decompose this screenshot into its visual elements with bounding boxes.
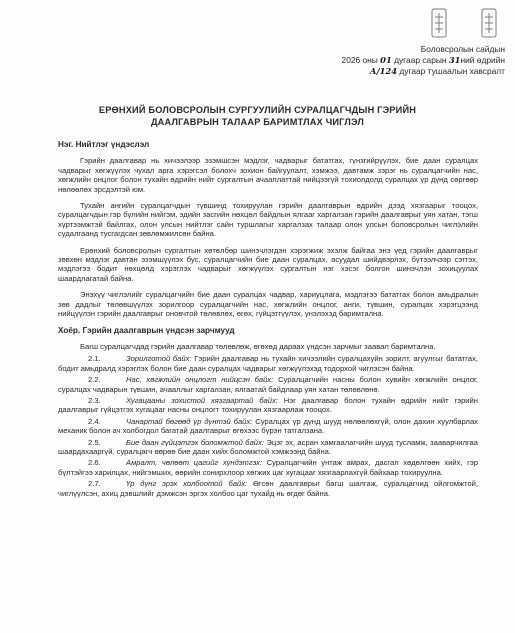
header-year-text: 2026 оны	[341, 55, 378, 65]
title-line-2: ДААЛГАВРЫН ТАЛААР БАРИМТЛАХ ЧИГЛЭЛ	[150, 117, 365, 127]
principle-item: 2.4. Чанартай бөгөөд үр дүнтэй байх: Суралцах үр дүнд шууд нөлөөлөхгүй, олон дахин хуулбарлах механик болон ач холбогдол багатай даалгаврыг өгөхээс бүрэн татгалзана.	[58, 416, 478, 436]
principle-item: 2.6. Амралт, чөлөөт цагийг хүндэтгэх: Суралцагчийн унтаж амрах, дасгал хөдөлгөөн хийх, гэр бүлтэйгээ харилцах, нийгэмших, өөрийн сонирхлоор хөгжих цаг хугацааг хязгаарлахгүй байхаар тохируулна.	[58, 458, 478, 477]
principle-item: 2.7. Үр дүнг эрэх холбоотой байх: Өгсөн даалгаврыг багш шалгаж, суралцагчид ойлгомжтой, чиглүүлсэн, ахиц дэвшлийг дэмжсэн эргэх холбоо цаг тухайд нь өгдөг байна.	[58, 479, 478, 498]
section-1-paragraph-2: Тухайн ангийн суралцагчдын түвшинд тохируулан гэрийн даалгаврын өдрийн дээд хязгаарыг тооцох, суралцагчдын гэр бүлийн нийгэм, эдийн засгийн нөхцөл байдлын ялгааг харгалзан гэрийн даалгаврыг уян хатан, тэгш хүртээмжтэй байлгах, олон улсын нийтлэг сайн туршлагыг харгалзах талаар олон улсын боловсролын чиглэлийн судалгаанд тусгагдсан зөвлөмжилсөн байна.	[58, 201, 478, 239]
principle-item: 2.2. Нас, хөгжлийн онцлогт нийцсэн байх: Суралцагчийн насны болон хувийн хөгжлийн онцлог, суралцах чадварын түвшин, ачааллыг харгалзан, ялгаатай байдлаар уян хатан төлөвлөнө.	[58, 375, 478, 394]
section-1-paragraph-4: Энэхүү чиглэлийг суралцагчийн бие даан суралцах чадвар, хариуцлага, мэдлэгээ бататгах болон амьдралын зөв дадлыг төлөвшүүлэх зорилгоор суралцагчийн нас, хөгжлийн онцлог, анги, түвшин, суралцах хэрэгцээнд нийцүүлэн гэрийн даалгаврыг оновчтой төлөвлөх, өгөх, гүйцэтгүүлэх, үнэлэхэд баримтална.	[58, 290, 478, 319]
section-2-heading: Хоёр. Гэрийн даалгаврын үндсэн зарчмууд	[58, 325, 235, 335]
principle-item: 2.3. Хугацааны зохистой хязгаартай байх: Нэг даалгавар болон тухайн өдрийн нийт гэрийн даалгаврыг гүйцэтгэх хугацааг насны онцлогт тохируулан хязгаарлаж тооцох.	[58, 395, 478, 415]
handwritten-month: 01	[380, 55, 392, 65]
principle-item: 2.5. Бие даан гүйцэтгэх боломжтой байх: Эцэг эх, асран хамгаалагчийн шууд тусламж, зааварчилгаа шаардахааргүй, суралцагч өөрөө бие даан хийх боломжтой хэмжээнд байна.	[58, 437, 478, 456]
header-minister-line: Боловсролын сайдын	[420, 44, 505, 54]
handwritten-order-number: А/124	[369, 66, 398, 76]
header-day-text: ний өдрийн	[460, 55, 505, 65]
header-date-line	[300, 55, 505, 66]
section-1-paragraph-1: Гэрийн даалгавар нь хичээлээр эзэмшсэн мэдлэг, чадварыг бататгах, гүнзгийрүүлэх, бие даан суралцах чадварыг хөгжүүлэх чухал арга хэрэгсэл болохч зохион байгуулалт, хэмжээ, давтамж зэрэг нь суралцагчийн нас, хөгжлийн онцлог болон тухайн өдрийн нийт сургалтын ачааллаттай нийцээгүй тохиолдолд суралцах үр дүнд сөргөөр нөлөөлөх эрсдэлтэй юм.	[58, 156, 478, 194]
ministry-emblem-stamp	[426, 7, 504, 39]
title-line-1: ЕРӨНХИЙ БОЛОВСРОЛЫН СУРГУУЛИЙН СУРАЛЦАГЧДЫН ГЭРИЙН	[98, 105, 417, 115]
principle-item: 2.1. Зорилготой байх: Гэрийн даалгавар нь тухайн хичээлийн суралцахуйн зорилт, агуулгыг бататгах, бодит амьдралд хэрэглэх болон бие даан суралцах чадварыг хөгжүүлэхэд тодорхой чиглэсэн байна.	[58, 354, 478, 373]
handwritten-day: 31	[448, 55, 461, 65]
document-title	[40, 104, 475, 128]
document-body	[58, 140, 478, 500]
order-appendix-header	[300, 44, 505, 77]
header-order-text: дугаар тушаалын хавсралт	[399, 66, 505, 76]
section-1-paragraph-3: Ерөнхий боловсролын сургалтын хөтөлбөр шинэчлэгдэн хэрэгжиж эхэлж байгаа энэ үед гэрийн даалгаврыг зөвхөн мэдлэг давтан эзэмшүүлэх бус, суралцагчийн бие даан суралцах, асуудал шийдвэрлэх, бүтээлчээр сэтгэх, мэдлэгээ бодит нөхцөлд хэрэглэх чадварыг хөгжүүлэх сургалтын нэг хэсэг болгон шинэчлэн зохицуулах шаардлагатай байна.	[58, 245, 478, 283]
header-month-text: дугаар сарын	[394, 55, 447, 65]
section-2-intro: Багш суралцагчдад гэрийн даалгавар төлөвлөж, өгөхөд дараах үндсэн зарчмыг заавал баримтална.	[80, 341, 436, 351]
section-1-heading: Нэг. Нийтлэг үндэслэл	[58, 140, 150, 149]
header-order-line	[300, 66, 505, 77]
